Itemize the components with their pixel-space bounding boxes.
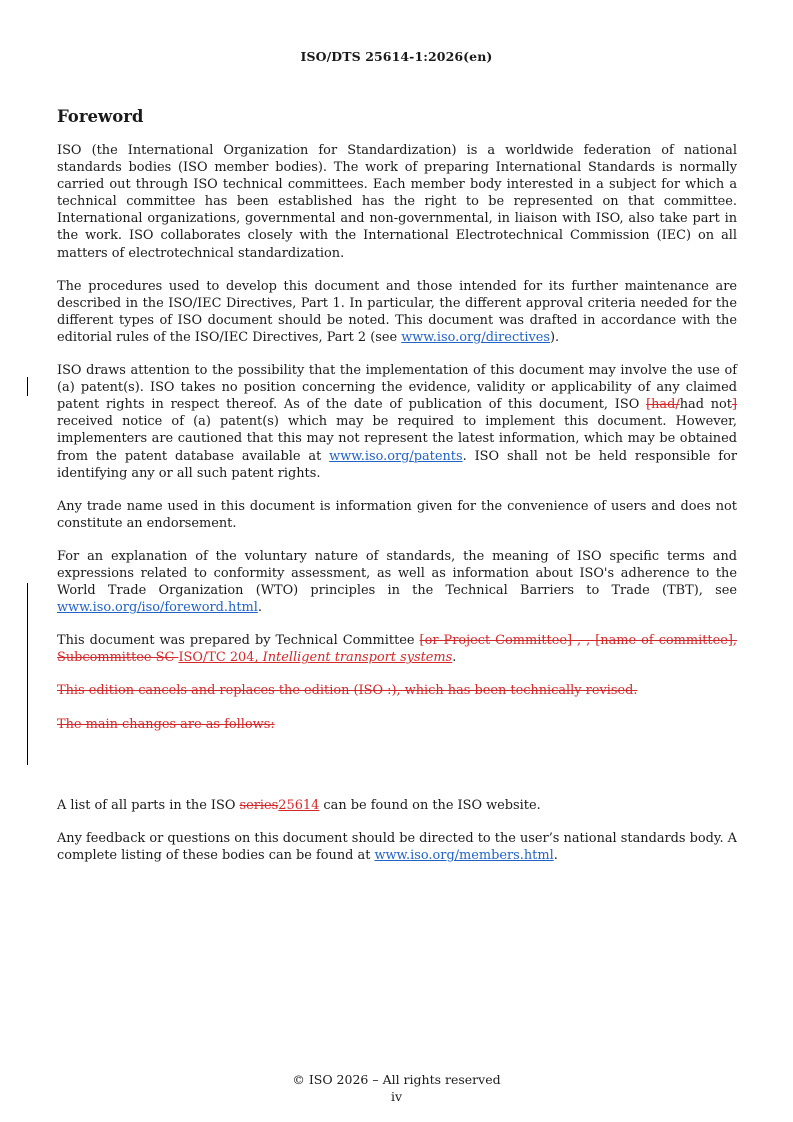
- patents-link[interactable]: www.iso.org/patents: [329, 448, 463, 464]
- paragraph-voluntary-nature: For an explanation of the voluntary nature of standards, the meaning of ISO specific terms and expressions related to conformity assessment, as well as information about ISO's adherence to the World Trade Organization (WTO) principles in the Technical Barriers to Trade (TBT), see www.iso.org/iso/foreword.html.: [57, 548, 737, 616]
- deleted-text: The main changes are as follows:: [57, 716, 275, 732]
- paragraph-edition: [57, 682, 737, 699]
- foreword-heading: Foreword: [57, 107, 144, 126]
- paragraph-trade-name: Any trade name used in this document is information given for the convenience of users and does not constitute an endorsement.: [57, 498, 737, 531]
- deleted-text: This edition cancels and replaces the edition (ISO :), which has been technically revised.: [57, 683, 638, 699]
- copyright-notice: © ISO 2026 – All rights reserved: [292, 1072, 501, 1087]
- directives-link[interactable]: www.iso.org/directives: [401, 329, 550, 345]
- page-number: iv: [390, 1089, 403, 1104]
- members-link[interactable]: www.iso.org/members.html: [374, 847, 554, 863]
- foreword-link[interactable]: www.iso.org/iso/foreword.html: [57, 600, 258, 616]
- deleted-text: [or Project Committee] , , [name of committee], Subcommittee SC: [57, 633, 737, 666]
- deleted-text: series: [239, 797, 279, 813]
- paragraph-iso-intro: ISO (the International Organization for Standardization) is a worldwide federation of national standards bodies (ISO member bodies). The work of preparing International Standards is normally carried out through ISO technical committees. Each member body interested in a subject for which a technical committee has been established has the right to be represented on that committee. International organizations, governmental and non-governmental, in liaison with ISO, also take part in the work. ISO collaborates closely with the International Electrotechnical Commission (IEC) on all matters of electrotechnical standardization.: [57, 143, 737, 261]
- page-footer: [0, 1071, 793, 1105]
- change-bar: [27, 377, 28, 396]
- change-bar: [27, 583, 28, 765]
- deleted-text: ]: [731, 397, 737, 413]
- paragraph-patents: ISO draws attention to the possibility that the implementation of this document may involve the use of (a) patent(s). ISO takes no position concerning the evidence, validity or applicability of any claimed patent rights in respect thereof. As of the date of publication of this document, ISO [had/had not] received notice of (a) patent(s) which may be required to implement this document. However, implementers are cautioned that this may not represent the latest information, which may be obtained from the patent database available at www.iso.org/patents. ISO shall not be held responsible for identifying any or all such patent rights.: [57, 363, 737, 481]
- foreword-body: [57, 142, 737, 880]
- paragraph-parts-list: A list of all parts in the ISO series25614 can be found on the ISO website.: [57, 797, 541, 813]
- document-id-header: ISO/DTS 25614-1:2026(en): [300, 49, 493, 64]
- inserted-text: 25614: [278, 797, 320, 813]
- blank-space: [57, 749, 737, 797]
- paragraph-main-changes: [57, 716, 737, 733]
- inserted-text: Intelligent transport systems: [262, 650, 453, 666]
- paragraph-committee: This document was prepared by Technical Committee [or Project Committee] , , [name of committee], Subcommittee SC ISO/TC 204, Intelligent transport systems.: [57, 633, 737, 666]
- paragraph-directives: The procedures used to develop this document and those intended for its further maintenance are described in the ISO/IEC Directives, Part 1. In particular, the different approval criteria needed for the different types of ISO document should be noted. This document was drafted in accordance with the editorial rules of the ISO/IEC Directives, Part 2 (see www.iso.org/directives).: [57, 278, 737, 345]
- paragraph-feedback: Any feedback or questions on this document should be directed to the user’s national standards body. A complete listing of these bodies can be found at www.iso.org/members.html.: [57, 830, 737, 863]
- deleted-text: [had/: [646, 397, 680, 413]
- inserted-text: ISO/TC 204,: [178, 650, 263, 666]
